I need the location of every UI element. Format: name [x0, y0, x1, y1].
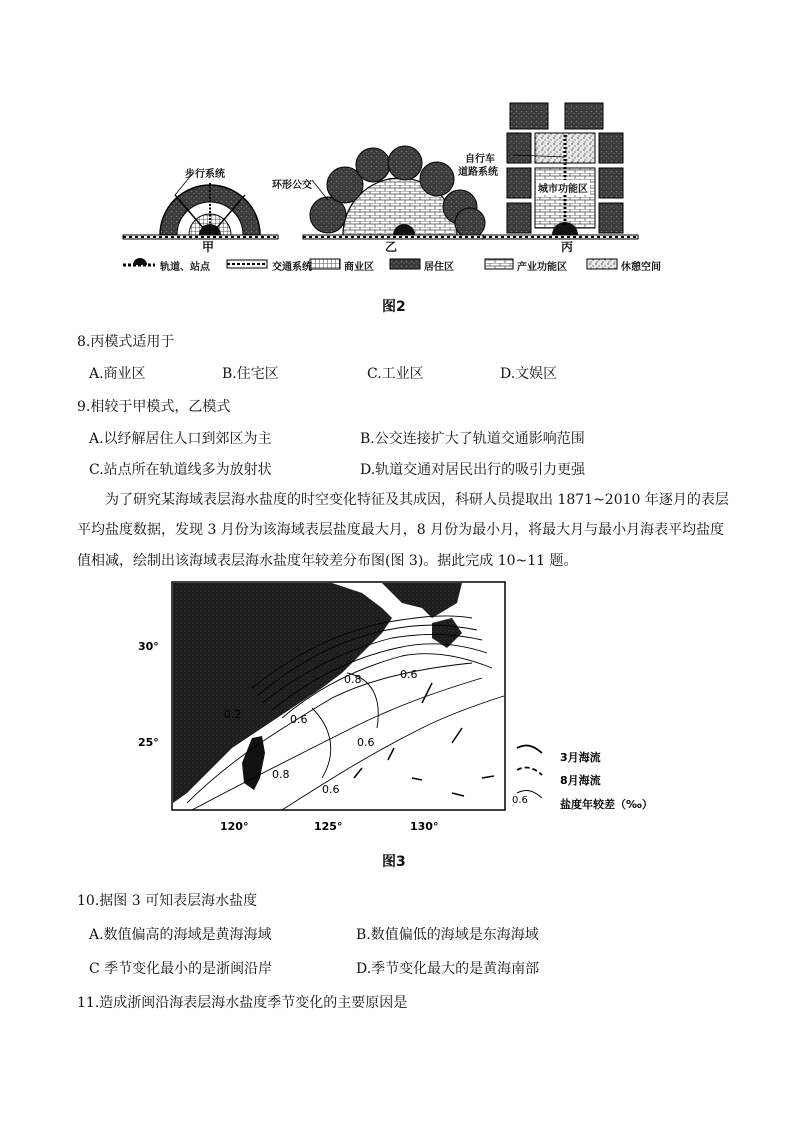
contour-label: 0.6: [400, 668, 418, 681]
lon-label-125: 125°: [314, 820, 343, 833]
figure-3-caption: 图3: [382, 854, 406, 870]
label-ring-bus: 环形公交: [272, 180, 312, 191]
legend-traffic: 交通系统: [272, 262, 312, 273]
figure-3-legend: [512, 746, 653, 811]
q10-stem: 10.据图 3 可知表层海水盐度: [77, 893, 258, 909]
legend-contour-value: 0.6: [512, 795, 528, 806]
q10-option-d: D.季节变化最大的是黄海南部: [356, 961, 540, 977]
contour-label: 0.6: [290, 713, 308, 726]
label-bike-2: 道路系统: [458, 167, 498, 178]
contour-label: 0.6: [322, 783, 340, 796]
q8-option-c: C.工业区: [367, 366, 424, 382]
legend-rail: 轨道、站点: [160, 262, 210, 273]
lon-label-130: 130°: [410, 820, 439, 833]
q9-stem: 9.相较于甲模式，乙模式: [77, 399, 231, 415]
contour-label: 0.2: [224, 708, 242, 721]
q8-option-a: A.商业区: [89, 366, 146, 382]
q10-option-b: B.数值偏低的海域是东海海域: [356, 927, 539, 943]
lat-label-25: 25°: [138, 736, 159, 749]
legend-industrial: 产业功能区: [517, 262, 567, 273]
panel-bing: [507, 103, 623, 235]
figure-3-map: [132, 578, 672, 838]
passage-line-2: 平均盐度数据，发现 3 月份为该海域表层盐度最大月，8 月份为最小月，将最大月与最小月海表平均盐度: [77, 522, 725, 538]
q8-stem: 8.丙模式适用于: [77, 334, 175, 350]
panel-name-jia: 甲: [202, 240, 215, 254]
contour-label: 0.8: [344, 673, 362, 686]
label-bike-1: 自行车: [465, 154, 495, 165]
q9-option-c: C.站点所在轨道线多为放射状: [89, 462, 272, 478]
q8-option-d: D.文娱区: [500, 366, 558, 382]
passage-line-1: 为了研究某海域表层海水盐度的时空变化特征及其成因，科研人员提取出 1871~2010 年逐月的表层: [105, 492, 729, 508]
panel-yi: [310, 146, 485, 238]
passage-line-3: 值相减，绘制出该海域表层海水盐度年较差分布图(图 3)。据此完成 10~11 题。: [77, 553, 578, 569]
panel-name-bing: 丙: [561, 240, 574, 254]
q9-option-b: B.公交连接扩大了轨道交通影响范围: [360, 431, 585, 447]
q10-option-a: A.数值偏高的海域是黄海海域: [89, 927, 272, 943]
legend-march-current: 3月海流: [560, 751, 601, 764]
q8-option-b: B.住宅区: [222, 366, 279, 382]
label-walk-system: 步行系统: [185, 169, 225, 180]
contour-label: 0.8: [272, 768, 290, 781]
legend-contour-desc: 盐度年较差（‰）: [560, 798, 653, 811]
q11-stem: 11.造成浙闽沿海表层海水盐度季节变化的主要原因是: [77, 995, 408, 1011]
legend-leisure: 休憩空间: [621, 262, 661, 273]
label-city-function: 城市功能区: [536, 180, 590, 195]
legend-commercial: 商业区: [344, 262, 374, 273]
figure-2-caption: 图2: [382, 299, 406, 315]
panel-name-yi: 乙: [385, 240, 398, 254]
legend-august-current: 8月海流: [560, 774, 601, 787]
q9-option-d: D.轨道交通对居民出行的吸引力更强: [360, 462, 586, 478]
legend-residential: 居住区: [424, 262, 454, 273]
lat-label-30: 30°: [138, 640, 159, 653]
q9-option-a: A.以纾解居住人口到郊区为主: [89, 431, 272, 447]
lon-label-120: 120°: [220, 820, 249, 833]
panel-jia: [160, 173, 260, 235]
contour-label: 0.6: [357, 736, 375, 749]
q10-option-c: C 季节变化最小的是浙闽沿岸: [89, 961, 273, 977]
